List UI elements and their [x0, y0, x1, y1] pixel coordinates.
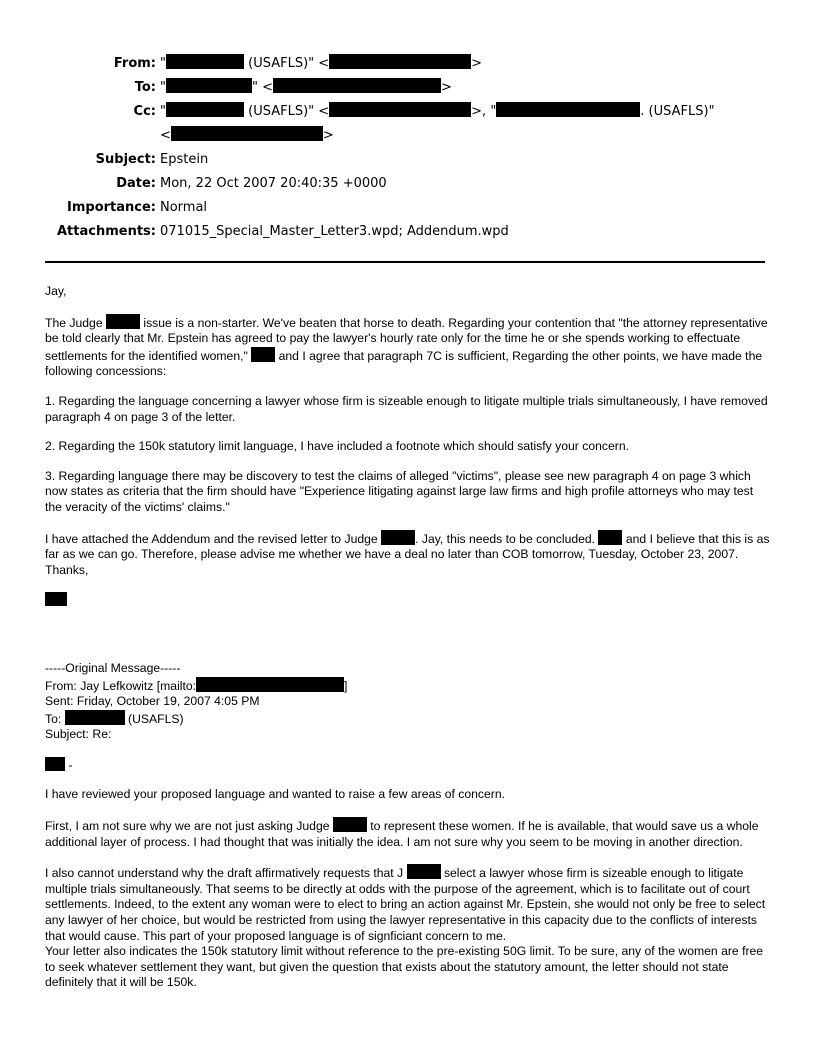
redaction	[166, 78, 252, 93]
redaction	[166, 54, 244, 69]
paragraph: First, I am not sure why we are not just asking Judge to represent these women. If he is available, that would save us a whole additional layer of process. I had thought that was initially the idea. I am not sure why you seem to be moving in another direction.	[45, 819, 759, 849]
original-sent: Sent: Friday, October 19, 2007 4:05 PM	[45, 694, 260, 709]
header-divider	[45, 261, 765, 263]
paragraph: I have attached the Addendum and the revised letter to Judge . Jay, this needs to be concluded. and I believe that this is as far as we can go. Therefore, please advise me whether we have a deal no later than COB tomorrow, Tuesday, October 23, 2007. Thanks,	[45, 531, 770, 577]
paragraph: The Judge issue is a non-starter. We've beaten that horse to death. Regarding your contention that "the attorney representative be told clearly that Mr. Epstein has agreed to pay the lawyer's hourly rate only for the time he or she spends working to effectuate settlements for the identified women," and I agree that paragraph 7C is sufficient, Regarding the other points, we have made the following concessions:	[45, 315, 768, 379]
redaction	[166, 102, 244, 117]
email-header	[0, 52, 816, 244]
from-row: From: " (USAFLS)" < >	[0, 52, 816, 76]
redaction	[333, 817, 367, 832]
to-row: To: " " < >	[0, 76, 816, 100]
redaction	[329, 102, 471, 117]
greeting: Jay,	[45, 284, 67, 298]
from-label: From:	[113, 56, 156, 71]
redaction	[196, 677, 344, 692]
redaction	[171, 126, 323, 141]
date-value: Mon, 22 Oct 2007 20:40:35 +0000	[160, 176, 387, 191]
original-divider: -----Original Message-----	[45, 660, 181, 675]
redaction	[45, 757, 65, 771]
email-body	[45, 284, 770, 1005]
subject-label: Subject:	[95, 152, 156, 167]
original-to: To: (USAFLS)	[45, 711, 184, 726]
paragraph: I also cannot understand why the draft affirmatively requests that J select a lawyer whose firm is sizeable enough to litigate multiple trials simultaneously. That seems to be directly at odds with the purpose of the agreement, which is to facilitate out of court settlements. Indeed, to the extent any woman were to elect to bring an action against Mr. Epstein, she would not only be free to select any lawyer of her choice, but would be restricted from using the lawyer representative in this capacity due to the conflicts of interests that would cause. This part of your proposed language is of signficiant concern to me.	[45, 866, 766, 943]
redaction	[251, 347, 275, 362]
redaction	[407, 864, 441, 879]
importance-value: Normal	[160, 200, 208, 215]
date-row	[0, 172, 816, 196]
list-item: 1. Regarding the language concerning a lawyer whose firm is sizeable enough to litigate multiple trials simultaneously, I have removed paragraph 4 on page 3 of the letter.	[45, 393, 768, 424]
redaction	[381, 530, 415, 545]
original-subject: Subject: Re:	[45, 727, 112, 742]
paragraph: Your letter also indicates the 150k statutory limit without reference to the pre-existing 50G limit. To be sure, any of the women are free to seek whatever settlement they want, but given the question that exists about the statutory amount, the letter should not state definitely that it will be 150k.	[45, 944, 764, 990]
redaction	[496, 102, 640, 117]
to-label: To:	[134, 80, 156, 95]
redaction	[45, 592, 67, 606]
importance-row	[0, 196, 816, 220]
list-item: 2. Regarding the 150k statutory limit language, I have included a footnote which should satisfy your concern.	[45, 439, 629, 454]
list-item: 3. Regarding language there may be discovery to test the claims of alleged "victims", please see new paragraph 4 on page 3 which now states as criteria that the firm should have "Experience litigating against large law firms and high profile attorneys who may test the veracity of the victims' claims."	[45, 468, 754, 514]
original-greeting: -	[45, 757, 770, 774]
subject-value: Epstein	[160, 152, 209, 167]
redaction	[273, 78, 441, 93]
redaction	[65, 710, 125, 725]
original-from: From: Jay Lefkowitz [mailto: ]	[45, 678, 348, 693]
subject-row	[0, 148, 816, 172]
cc-row: Cc: " (USAFLS)" < >, " . (USAFLS)" < >	[0, 100, 816, 148]
attachments-label: Attachments:	[57, 224, 156, 239]
redaction	[106, 314, 140, 329]
attachments-row	[0, 220, 816, 244]
original-message-header	[45, 661, 770, 743]
cc-label: Cc:	[133, 104, 156, 119]
paragraph: I have reviewed your proposed language and wanted to raise a few areas of concern.	[45, 787, 506, 802]
attachments-value[interactable]: 071015_Special_Master_Letter3.wpd; Addendum.wpd	[160, 224, 509, 239]
signature	[45, 592, 770, 609]
redaction	[598, 530, 622, 545]
importance-label: Importance:	[67, 200, 156, 215]
date-label: Date:	[116, 176, 156, 191]
redaction	[329, 54, 471, 69]
